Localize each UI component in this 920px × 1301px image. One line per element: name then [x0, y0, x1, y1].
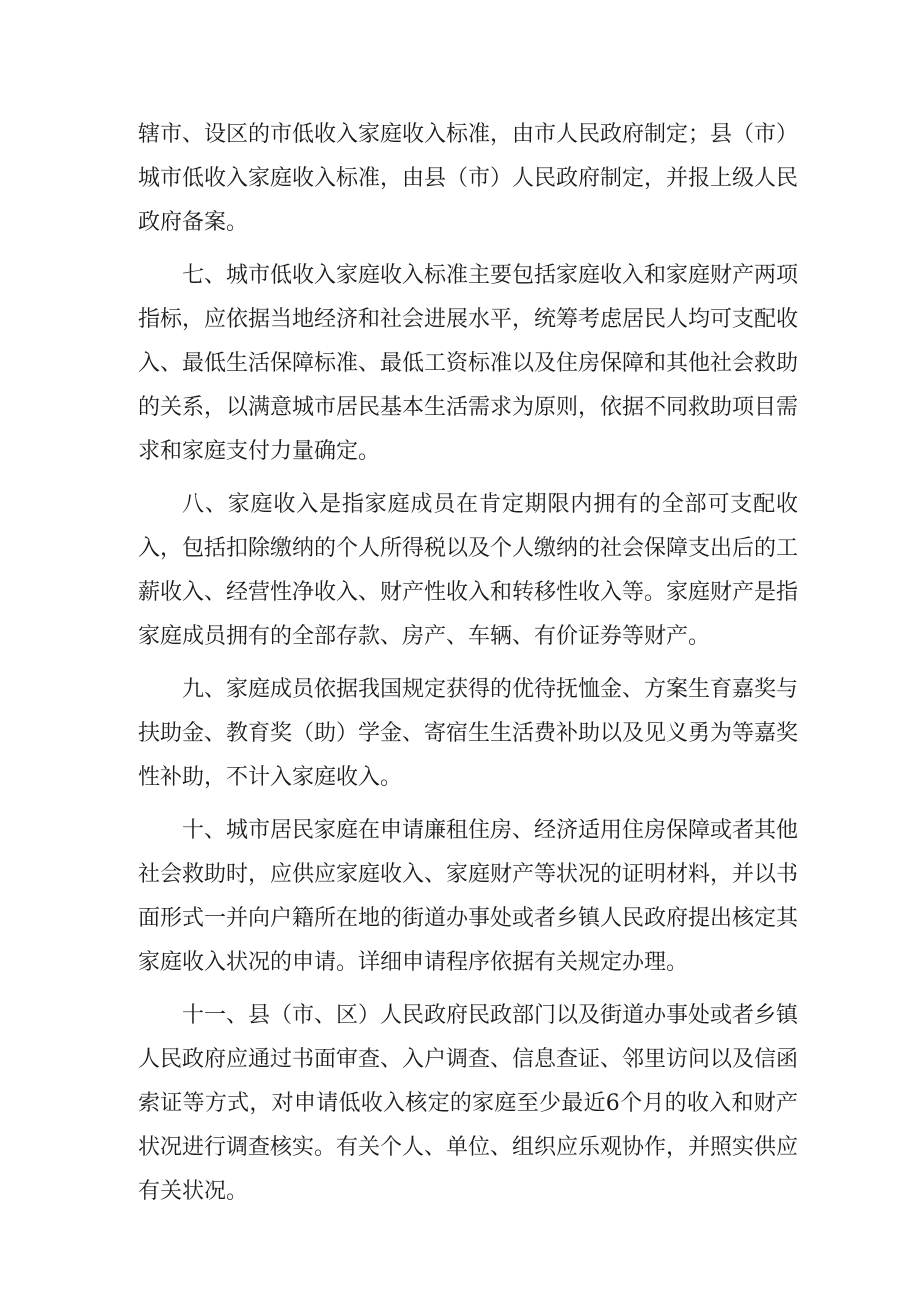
paragraph-article-11: 十一、县（市、区）人民政府民政部门以及街道办事处或者乡镇人民政府应通过书面审查、入户调查、信息查证、邻里访问以及信函索证等方式，对申请低收入核定的家庭至少最近6个月的收入和财产状况进行调查核实。有关个人、单位、组织应乐观协作，并照实供应有关状况。	[138, 1003, 799, 1204]
paragraph-continuation: 辖市、设区的市低收入家庭收入标准，由市人民政府制定；县（市）城市低收入家庭收入标准，由县（市）人民政府制定，并报上级人民政府备案。	[138, 122, 799, 235]
paragraph-article-7: 七、城市低收入家庭收入标准主要包括家庭收入和家庭财产两项指标，应依据当地经济和社会进展水平，统筹考虑居民人均可支配收入、最低生活保障标准、最低工资标准以及住房保障和其他社会救助的关系，以满意城市居民基本生活需求为原则，依据不同救助项目需求和家庭支付力量确定。	[138, 263, 799, 464]
paragraph-article-10: 十、城市居民家庭在申请廉租住房、经济适用住房保障或者其他社会救助时，应供应家庭收入、家庭财产等状况的证明材料，并以书面形式一并向户籍所在地的街道办事处或者乡镇人民政府提出核定其家庭收入状况的申请。详细申请程序依据有关规定办理。	[138, 818, 799, 975]
document-body	[138, 113, 798, 1223]
paragraph-article-8: 八、家庭收入是指家庭成员在肯定期限内拥有的全部可支配收入，包括扣除缴纳的个人所得税以及个人缴纳的社会保障支出后的工薪收入、经营性净收入、财产性收入和转移性收入等。家庭财产是指家庭成员拥有的全部存款、房产、车辆、有价证券等财产。	[138, 492, 799, 649]
paragraph-article-9: 九、家庭成员依据我国规定获得的优待抚恤金、方案生育嘉奖与扶助金、教育奖（助）学金、寄宿生生活费补助以及见义勇为等嘉奖性补助，不计入家庭收入。	[138, 677, 799, 790]
